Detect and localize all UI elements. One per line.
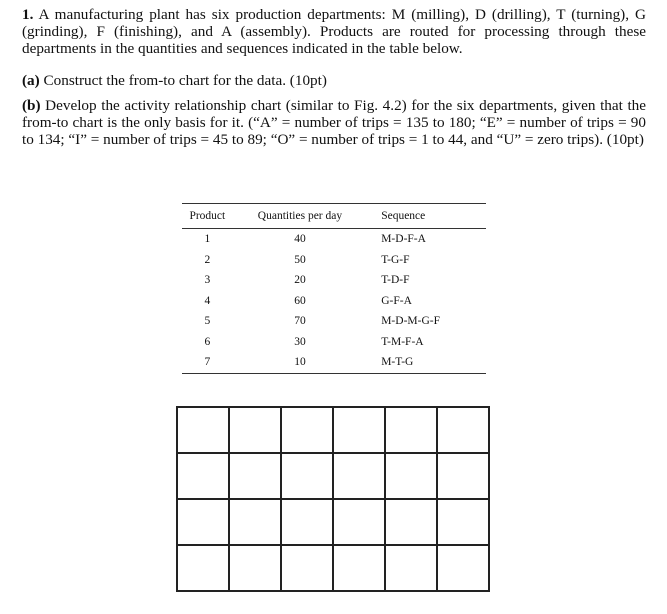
grid-row xyxy=(177,407,489,453)
part-a-text: Construct the from-to chart for the data. (10pt) xyxy=(43,72,327,89)
cell-quantity: 70 xyxy=(294,315,306,328)
grid-cell xyxy=(437,453,489,499)
cell-quantity: 60 xyxy=(294,294,306,307)
grid-cell xyxy=(385,407,437,453)
cell-product: 1 xyxy=(204,233,211,246)
cell-quantity: 30 xyxy=(294,335,306,348)
grid-cell xyxy=(281,407,333,453)
table-row xyxy=(182,352,486,373)
cell-sequence: M-D-M-G-F xyxy=(381,315,440,328)
part-b xyxy=(22,97,646,148)
cell-product: 2 xyxy=(204,253,211,266)
question-intro-text: A manufacturing plant has six production departments: M (milling), D (drilling), T (turning), G (grinding), F (finishing), and A (assembly). Products are routed for processing through these departments in the quantities and sequences indicated in the table below. xyxy=(22,6,646,57)
grid-cell xyxy=(229,545,281,591)
grid-cell xyxy=(281,453,333,499)
grid-cell xyxy=(333,407,385,453)
question-intro xyxy=(22,6,646,57)
grid-cell xyxy=(385,453,437,499)
table-row xyxy=(182,311,486,332)
grid-row xyxy=(177,499,489,545)
cell-quantity: 50 xyxy=(294,253,306,266)
cell-sequence: M-D-F-A xyxy=(381,233,426,246)
cell-product: 3 xyxy=(204,274,211,287)
cell-quantity: 10 xyxy=(233,352,368,373)
cell-sequence: M-T-G xyxy=(367,352,486,373)
grid-cell xyxy=(385,545,437,591)
cell-sequence: T-G-F xyxy=(381,253,410,266)
grid-cell xyxy=(177,407,229,453)
cell-quantity: 40 xyxy=(294,233,306,246)
grid-cell xyxy=(333,545,385,591)
grid-cell xyxy=(281,499,333,545)
table-row xyxy=(182,250,486,271)
cell-sequence: G-F-A xyxy=(381,294,412,307)
grid-cell xyxy=(177,499,229,545)
grid-cell xyxy=(385,499,437,545)
grid-row xyxy=(177,453,489,499)
grid-cell xyxy=(229,499,281,545)
part-b-label: (b) xyxy=(22,97,41,114)
grid-cell xyxy=(229,453,281,499)
grid-cell xyxy=(333,499,385,545)
header-sequence: Sequence xyxy=(367,204,486,229)
header-product: Product xyxy=(182,204,233,229)
from-to-chart-grid xyxy=(176,406,490,592)
cell-product: 6 xyxy=(204,335,211,348)
part-a xyxy=(22,72,646,89)
grid-cell xyxy=(281,545,333,591)
table-row xyxy=(182,291,486,312)
cell-product: 4 xyxy=(204,294,211,307)
cell-sequence: T-M-F-A xyxy=(381,335,424,348)
cell-quantity: 20 xyxy=(294,274,306,287)
table-row xyxy=(182,229,486,250)
header-quantities: Quantities per day xyxy=(233,204,368,229)
grid-cell xyxy=(177,453,229,499)
table-header-row xyxy=(182,204,486,229)
grid-row xyxy=(177,545,489,591)
grid-cell xyxy=(437,407,489,453)
cell-product: 5 xyxy=(204,315,211,328)
grid-cell xyxy=(229,407,281,453)
cell-product: 7 xyxy=(182,352,233,373)
question-number: 1. xyxy=(22,6,34,23)
part-b-text: Develop the activity relationship chart (similar to Fig. 4.2) for the six departments, given that the from-to chart is the only basis for it. (“A” = number of trips = 135 to 180; “E” = number of trips = 90 to 134; “I” = number of trips = 45 to 89; “O” = number of trips = 1 to 44, and “U” = zero trips). (10pt) xyxy=(22,97,647,148)
grid-cell xyxy=(333,453,385,499)
product-routing-table xyxy=(182,203,486,374)
grid-cell xyxy=(437,499,489,545)
grid-cell xyxy=(437,545,489,591)
part-a-label: (a) xyxy=(22,72,40,89)
grid-cell xyxy=(177,545,229,591)
table-row xyxy=(182,270,486,291)
cell-sequence: T-D-F xyxy=(381,274,410,287)
table-row xyxy=(182,332,486,353)
